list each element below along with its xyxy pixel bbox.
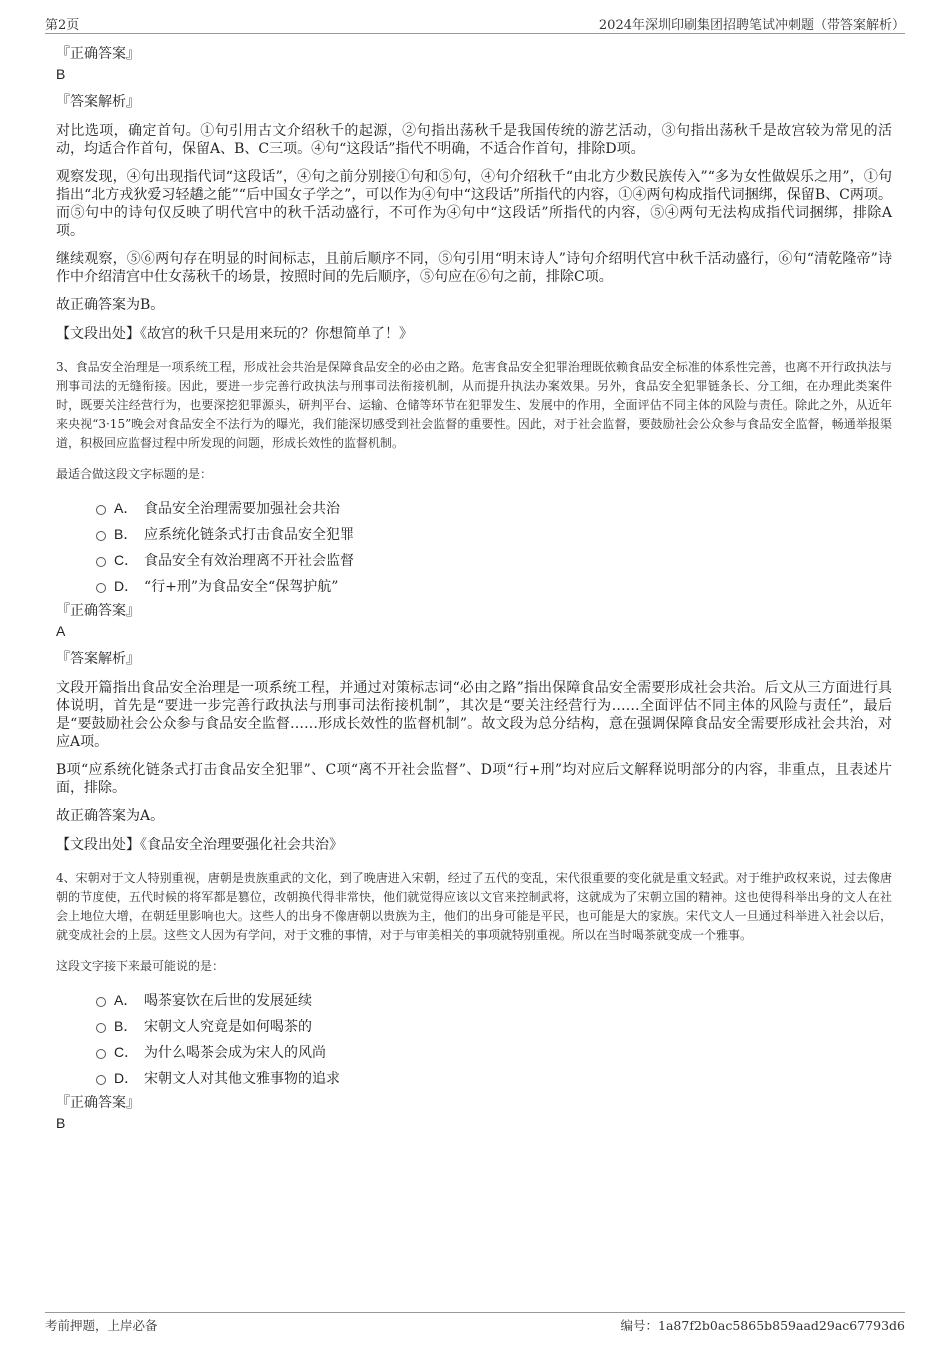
q3-analysis-paragraph: B项“应系统化链条式打击食品安全犯罪”、C项“离不开社会监督”、D项“行+刑”均对应后文解释说明部分的内容，非重点，且表述片面，排除。 (56, 762, 892, 796)
q3-source: 【文段出处】《食品安全治理要强化社会共治》 (56, 837, 343, 853)
q4-answer: B (56, 1115, 66, 1131)
radio-icon[interactable] (96, 583, 106, 593)
document-title: 2024年深圳印刷集团招聘笔试冲刺题（带答案解析） (598, 18, 905, 33)
q3-analysis-label: 『答案解析』 (56, 651, 140, 667)
q4-option-d[interactable]: D． 宋朝文人对其他文雅事物的追求 (96, 1065, 892, 1091)
q3-option-b[interactable]: B． 应系统化链条式打击食品安全犯罪 (96, 521, 892, 547)
q3-prompt: 最适合做这段文字标题的是： (56, 467, 213, 481)
radio-icon[interactable] (96, 1049, 106, 1059)
q3-question-text: 3、食品安全治理是一项系统工程，形成社会共治是保障食品安全的必由之路。危害食品安全犯罪治理既依赖食品安全标准的体系性完善，也离不开行政执法与刑事司法的无缝衔接。因此，要进一步完善行政执法与刑事司法衔接机制，从而提升执法办案效果。另外，食品安全犯罪链条长、分工细，在办理此类案件时，既要关注经营行为，也要深挖犯罪源头，研判平台、运输、仓储等环节在犯罪发生、发展中的作用，全面评估不同主体的风险与责任。除此之外，从近年来央视“3·15”晚会对食品安全不法行为的曝光，我们能深切感受到社会监督的重要性。因此，对于社会监督，要鼓励社会公众参与食品安全监督，畅通举报渠道，积极回应监督过程中所发现的问题，形成长效性的监督机制。 (56, 360, 892, 450)
page-number: 第2页 (45, 18, 80, 33)
radio-icon[interactable] (96, 531, 106, 541)
page-footer (45, 1312, 905, 1334)
q3-option-d[interactable]: D． “行+刑”为食品安全“保驾护航” (96, 573, 892, 599)
radio-icon[interactable] (96, 505, 106, 515)
footer-slogan: 考前押题，上岸必备 (45, 1318, 158, 1333)
q4-option-a[interactable]: A． 喝茶宴饮在后世的发展延续 (96, 987, 892, 1013)
page-header (45, 12, 905, 34)
document-id: 编号：1a87f2b0ac5865b859aad29ac67793d6 (620, 1318, 905, 1333)
q4-prompt: 这段文字接下来最可能说的是： (56, 959, 225, 973)
q3-answer-label: 『正确答案』 (56, 603, 140, 619)
radio-icon[interactable] (96, 997, 106, 1007)
q2-answer: B (56, 66, 66, 82)
q2-answer-label: 『正确答案』 (56, 46, 140, 62)
q3-analysis-paragraph: 故正确答案为A。 (56, 808, 165, 824)
q4-question-text: 4、宋朝对于文人特别重视，唐朝是贵族重武的文化，到了晚唐进入宋朝，经过了五代的变乱，宋代很重要的变化就是重文轻武。对于维护政权来说，过去像唐朝的节度使，五代时候的将军都是篡位，改朝换代得非常快，他们就觉得应该以文官来控制武将，这就成为了宋朝立国的精神。这也使得科举出身的文人在社会上地位大增，在朝廷里影响也大。这些人的出身不像唐朝以贵族为主，他们的出身可能是平民，也可能是大的家族。宋代文人一旦通过科举进入社会以后，就变成社会的上层。这些文人因为有学问，对于文雅的事情，对于与审美相关的事项就特别重视。所以在当时喝茶就变成一个雅事。 (56, 871, 892, 942)
q4-options (96, 987, 892, 1091)
page-content (56, 44, 892, 1141)
q4-answer-label: 『正确答案』 (56, 1095, 140, 1111)
q3-answer: A (56, 623, 66, 639)
q4-option-b[interactable]: B． 宋朝文人究竟是如何喝茶的 (96, 1013, 892, 1039)
q3-options (96, 495, 892, 599)
q2-source: 【文段出处】《故宫的秋千只是用来玩的？你想简单了！》 (56, 326, 413, 342)
q4-option-c[interactable]: C． 为什么喝茶会成为宋人的风尚 (96, 1039, 892, 1065)
q2-analysis-label: 『答案解析』 (56, 94, 140, 110)
radio-icon[interactable] (96, 1075, 106, 1085)
q2-analysis-paragraph: 故正确答案为B。 (56, 297, 165, 313)
q3-option-a[interactable]: A． 食品安全治理需要加强社会共治 (96, 495, 892, 521)
q3-option-c[interactable]: C． 食品安全有效治理离不开社会监督 (96, 547, 892, 573)
q2-analysis-paragraph: 继续观察，⑤⑥两句存在明显的时间标志，且前后顺序不同，⑤句引用“明末诗人”诗句介绍明代宫中秋千活动盛行，⑥句“清乾隆帝”诗作中介绍清宫中仕女荡秋千的场景，按照时间的先后顺序，⑤句应在⑥句之前，排除C项。 (56, 251, 892, 285)
q2-analysis-paragraph: 观察发现，④句出现指代词“这段话”，④句之前分别接①句和⑤句，④句介绍秋千“由北方少数民族传入”“多为女性做娱乐之用”，①句指出“北方戎狄爱习轻趫之能”“后中国女子学之”，可以作为④句中“这段话”所指代的内容，①④两句构成指代词捆绑，保留B、C两项。而⑤句中的诗句仅反映了明代宫中的秋千活动盛行，不可作为④句中“这段话”所指代的内容，⑤④两句无法构成指代词捆绑，排除A项。 (56, 169, 892, 239)
q3-analysis-paragraph: 文段开篇指出食品安全治理是一项系统工程，并通过对策标志词“必由之路”指出保障食品安全需要形成社会共治。后文从三方面进行具体说明，首先是“要进一步完善行政执法与刑事司法衔接机制”，其次是“要关注经营行为……全面评估不同主体的风险与责任”，最后是“要鼓励社会公众参与食品安全监督……形成长效性的监督机制”。故文段为总分结构，意在强调保障食品安全需要形成社会共治，对应A项。 (56, 680, 892, 750)
q2-analysis-paragraph: 对比选项，确定首句。①句引用古文介绍秋千的起源，②句指出荡秋千是我国传统的游艺活动，③句指出荡秋千是故宫较为常见的活动，均适合作首句，保留A、B、C三项。④句“这段话”指代不明确，不适合作首句，排除D项。 (56, 123, 892, 157)
radio-icon[interactable] (96, 557, 106, 567)
radio-icon[interactable] (96, 1023, 106, 1033)
